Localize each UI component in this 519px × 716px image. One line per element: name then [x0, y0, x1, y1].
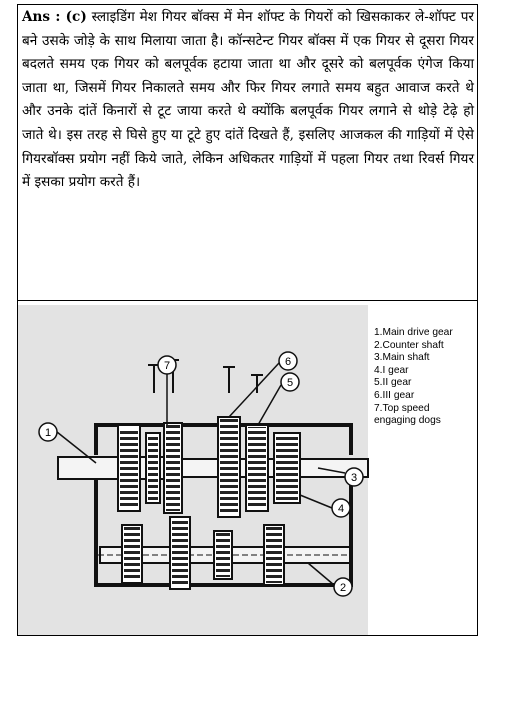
svg-text:1: 1	[44, 427, 52, 439]
third-gear	[218, 417, 240, 517]
svg-text:6: 6	[284, 356, 292, 368]
svg-text:4: 4	[337, 503, 345, 515]
svg-text:7: 7	[163, 360, 171, 372]
top-speed-dogs	[146, 423, 182, 513]
legend-item: 3.Main shaft	[374, 352, 430, 364]
answer-text: स्लाइडिंग मेश गियर बॉक्स में मेन शॉफ्ट के गियरों को खिसकाकर ले-शॉफ्ट पर बने उसके जोड़े के साथ मिलाया जाता है। कॉन्सटेन्ट गियर बॉक्स में एक गियर से दूसरा गियर बदलते समय एक गियर को बलपूर्वक हटाया जाता था और दूसरे को बलपूर्वक एंगेज किया जाता था, जिसमें गियर निकालते समय और फिर गियर लगाते समय बहुत आवाज करते थे और उनके दांतें किनारों से टूट जाया करते थे क्योंकि बलपूर्वक गियर लगाने से थोड़े टेढ़े हो जाते थे। इस तरह से घिसे हुए या टूटे हुए दांतें दिखते हैं, इसलिए आजकल की गाड़ियों में ऐसे गियरबॉक्स प्रयोग नहीं किये जाते, लेकिन अधिकतर गाड़ियों में पहला गियर तथा रिवर्स गियर में इसका प्रयोग करते हैं।	[22, 9, 474, 191]
svg-text:2: 2	[339, 582, 347, 594]
second-gear	[246, 425, 268, 511]
legend-item: 4.I gear	[374, 364, 409, 376]
main-drive-gear	[118, 425, 140, 511]
answer-label: Ans : (c)	[22, 9, 87, 25]
legend-item: 7.Top speed engaging dogs	[374, 402, 441, 427]
legend-item: 1.Main drive gear	[374, 327, 453, 338]
section-divider	[17, 300, 478, 301]
gearbox-diagram	[18, 305, 478, 635]
svg-text:5: 5	[286, 377, 294, 389]
legend-item: 2.Counter shaft	[374, 339, 444, 351]
legend-item: 5.II gear	[374, 377, 412, 389]
first-gear	[274, 433, 300, 503]
legend-item: 6.III gear	[374, 389, 415, 401]
answer-paragraph	[22, 6, 474, 195]
svg-text:3: 3	[350, 472, 358, 484]
